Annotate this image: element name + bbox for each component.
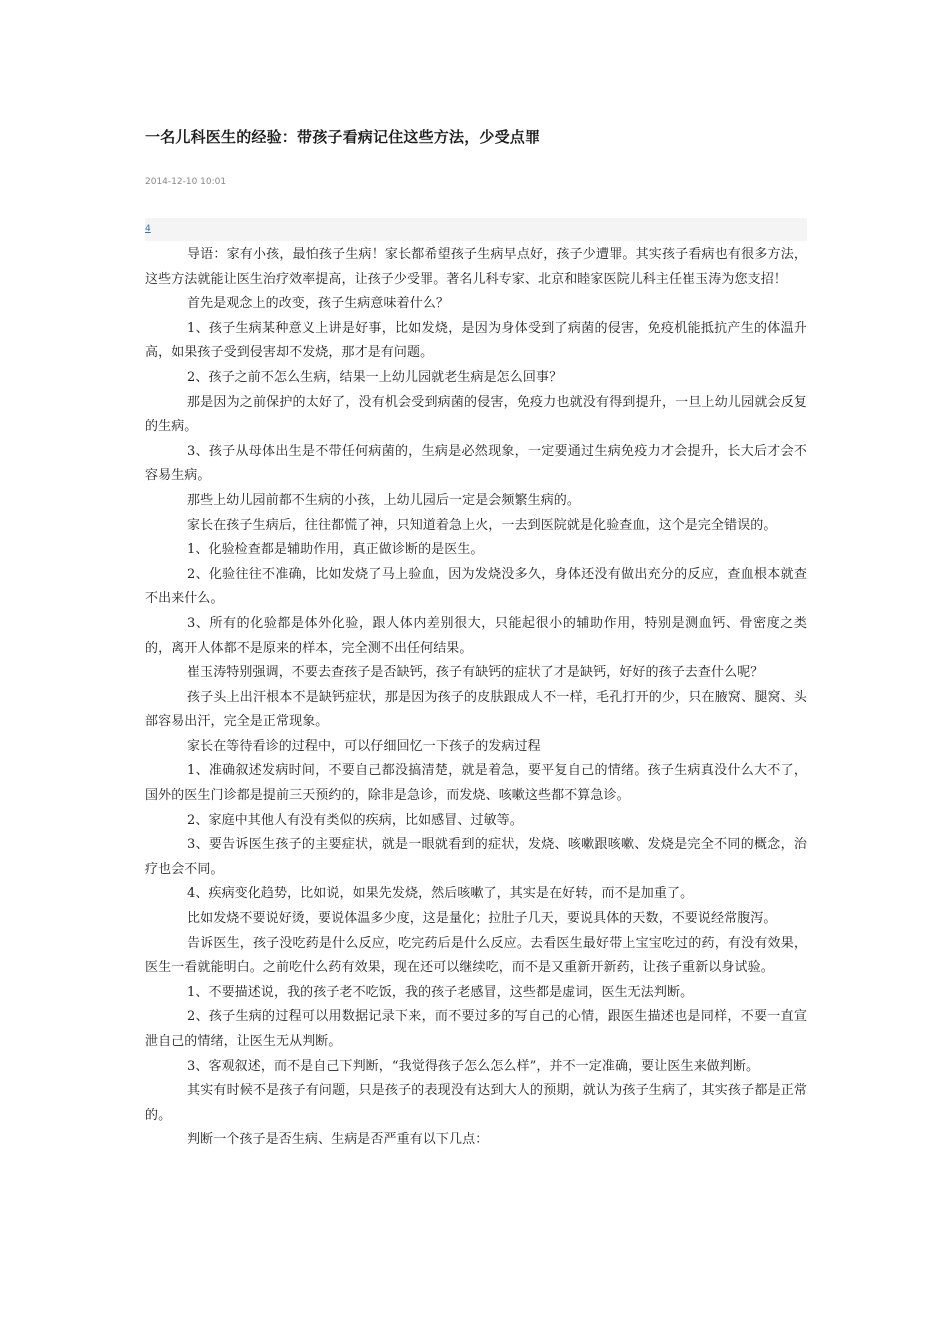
article-paragraph: 家长在等待看诊的过程中，可以仔细回忆一下孩子的发病过程 bbox=[187, 738, 541, 754]
article-paragraph: 1、不要描述说，我的孩子老不吃饭，我的孩子老感冒，这些都是虚词，医生无法判断。 bbox=[187, 984, 694, 1000]
article-title: 一名儿科医生的经验：带孩子看病记住这些方法，少受点罪 bbox=[145, 128, 541, 146]
article-paragraph: 3、所有的化验都是体外化验，跟人体内差别很大，只能起很小的辅助作用，特别是测血钙、骨密度之类的，离开人体都不是原来的样本，完全测不出任何结果。 bbox=[145, 615, 807, 656]
article-paragraph: 那是因为之前保护的太好了，没有机会受到病菌的侵害，免疫力也就没有得到提升，一旦上幼儿园就会反复的生病。 bbox=[145, 394, 807, 435]
article-paragraph: 崔玉涛特别强调，不要去查孩子是否缺钙，孩子有缺钙的症状了才是缺钙，好好的孩子去查什么呢？ bbox=[187, 665, 764, 681]
article-paragraph: 2、孩子之前不怎么生病，结果一上幼儿园就老生病是怎么回事？ bbox=[187, 369, 563, 385]
article-link[interactable]: 4 bbox=[145, 224, 151, 234]
article-paragraph: 2、家庭中其他人有没有类似的疾病，比如感冒、过敏等。 bbox=[187, 812, 523, 828]
article-paragraph: 比如发烧不要说好烫，要说体温多少度，这是量化；拉肚子几天，要说具体的天数，不要说经常腹泻。 bbox=[187, 911, 777, 927]
article-body bbox=[145, 243, 807, 1153]
article-paragraph: 3、要告诉医生孩子的主要症状，就是一眼就看到的症状，发烧、咳嗽跟咳嗽、发烧是完全不同的概念，治疗也会不同。 bbox=[145, 837, 807, 877]
article-paragraph: 首先是观念上的改变，孩子生病意味着什么？ bbox=[187, 296, 450, 312]
article-paragraph: 孩子头上出汗根本不是缺钙症状，那是因为孩子的皮肤跟成人不一样，毛孔打开的少，只在腋窝、腿窝、头部容易出汗，完全是正常现象。 bbox=[145, 689, 807, 730]
article-paragraph: 那些上幼儿园前都不生病的小孩，上幼儿园后一定是会频繁生病的。 bbox=[187, 492, 581, 508]
article-paragraph: 1、化验检查都是辅助作用，真正做诊断的是医生。 bbox=[187, 542, 484, 558]
article-info-bar bbox=[145, 218, 807, 241]
article-paragraph: 告诉医生，孩子没吃药是什么反应，吃完药后是什么反应。去看医生最好带上宝宝吃过的药，有没有效果，医生一看就能明白。之前吃什么药有效果，现在还可以继续吃，而不是又重新开新药，让孩子重新以身试验。 bbox=[145, 935, 807, 976]
article-paragraph: 1、准确叙述发病时间，不要自己都没搞清楚，就是着急，要平复自己的情绪。孩子生病真没什么大不了，国外的医生门诊都是提前三天预约的，除非是急诊，而发烧、咳嗽这些都不算急诊。 bbox=[145, 763, 807, 804]
article-paragraph: 其实有时候不是孩子有问题，只是孩子的表现没有达到大人的预期，就认为孩子生病了，其实孩子都是正常的。 bbox=[145, 1083, 807, 1123]
article-paragraph: 3、孩子从母体出生是不带任何病菌的，生病是必然现象，一定要通过生病免疫力才会提升，长大后才会不容易生病。 bbox=[145, 443, 807, 484]
article-paragraph: 3、客观叙述，而不是自己下判断，“我觉得孩子怎么怎么样”，并不一定准确，要让医生来做判断。 bbox=[187, 1058, 760, 1074]
article-paragraph: 2、孩子生病的过程可以用数据记录下来，而不要过多的写自己的心情，跟医生描述也是同样，不要一直宣泄自己的情绪，让医生无从判断。 bbox=[145, 1009, 807, 1049]
article-paragraph: 家长在孩子生病后，往往都慌了神，只知道着急上火，一去到医院就是化验查血，这个是完全错误的。 bbox=[187, 517, 777, 533]
article-paragraph: 2、化验往往不准确，比如发烧了马上验血，因为发烧没多久，身体还没有做出充分的反应，查血根本就查不出来什么。 bbox=[145, 566, 807, 607]
article-paragraph: 4、疾病变化趋势，比如说，如果先发烧，然后咳嗽了，其实是在好转，而不是加重了。 bbox=[187, 886, 694, 902]
publish-date: 2014-12-10 10:01 bbox=[145, 177, 227, 187]
article-paragraph: 判断一个孩子是否生病、生病是否严重有以下几点： bbox=[187, 1132, 489, 1148]
article-paragraph: 1、孩子生病某种意义上讲是好事，比如发烧，是因为身体受到了病菌的侵害，免疫机能抵抗产生的体温升高，如果孩子受到侵害却不发烧，那才是有问题。 bbox=[145, 320, 807, 361]
article-paragraph: 导语：家有小孩，最怕孩子生病！家长都希望孩子生病早点好，孩子少遭罪。其实孩子看病也有很多方法，这些方法就能让医生治疗效率提高，让孩子少受罪。著名儿科专家、北京和睦家医院儿科主任崔玉涛为您支招！ bbox=[145, 247, 807, 287]
